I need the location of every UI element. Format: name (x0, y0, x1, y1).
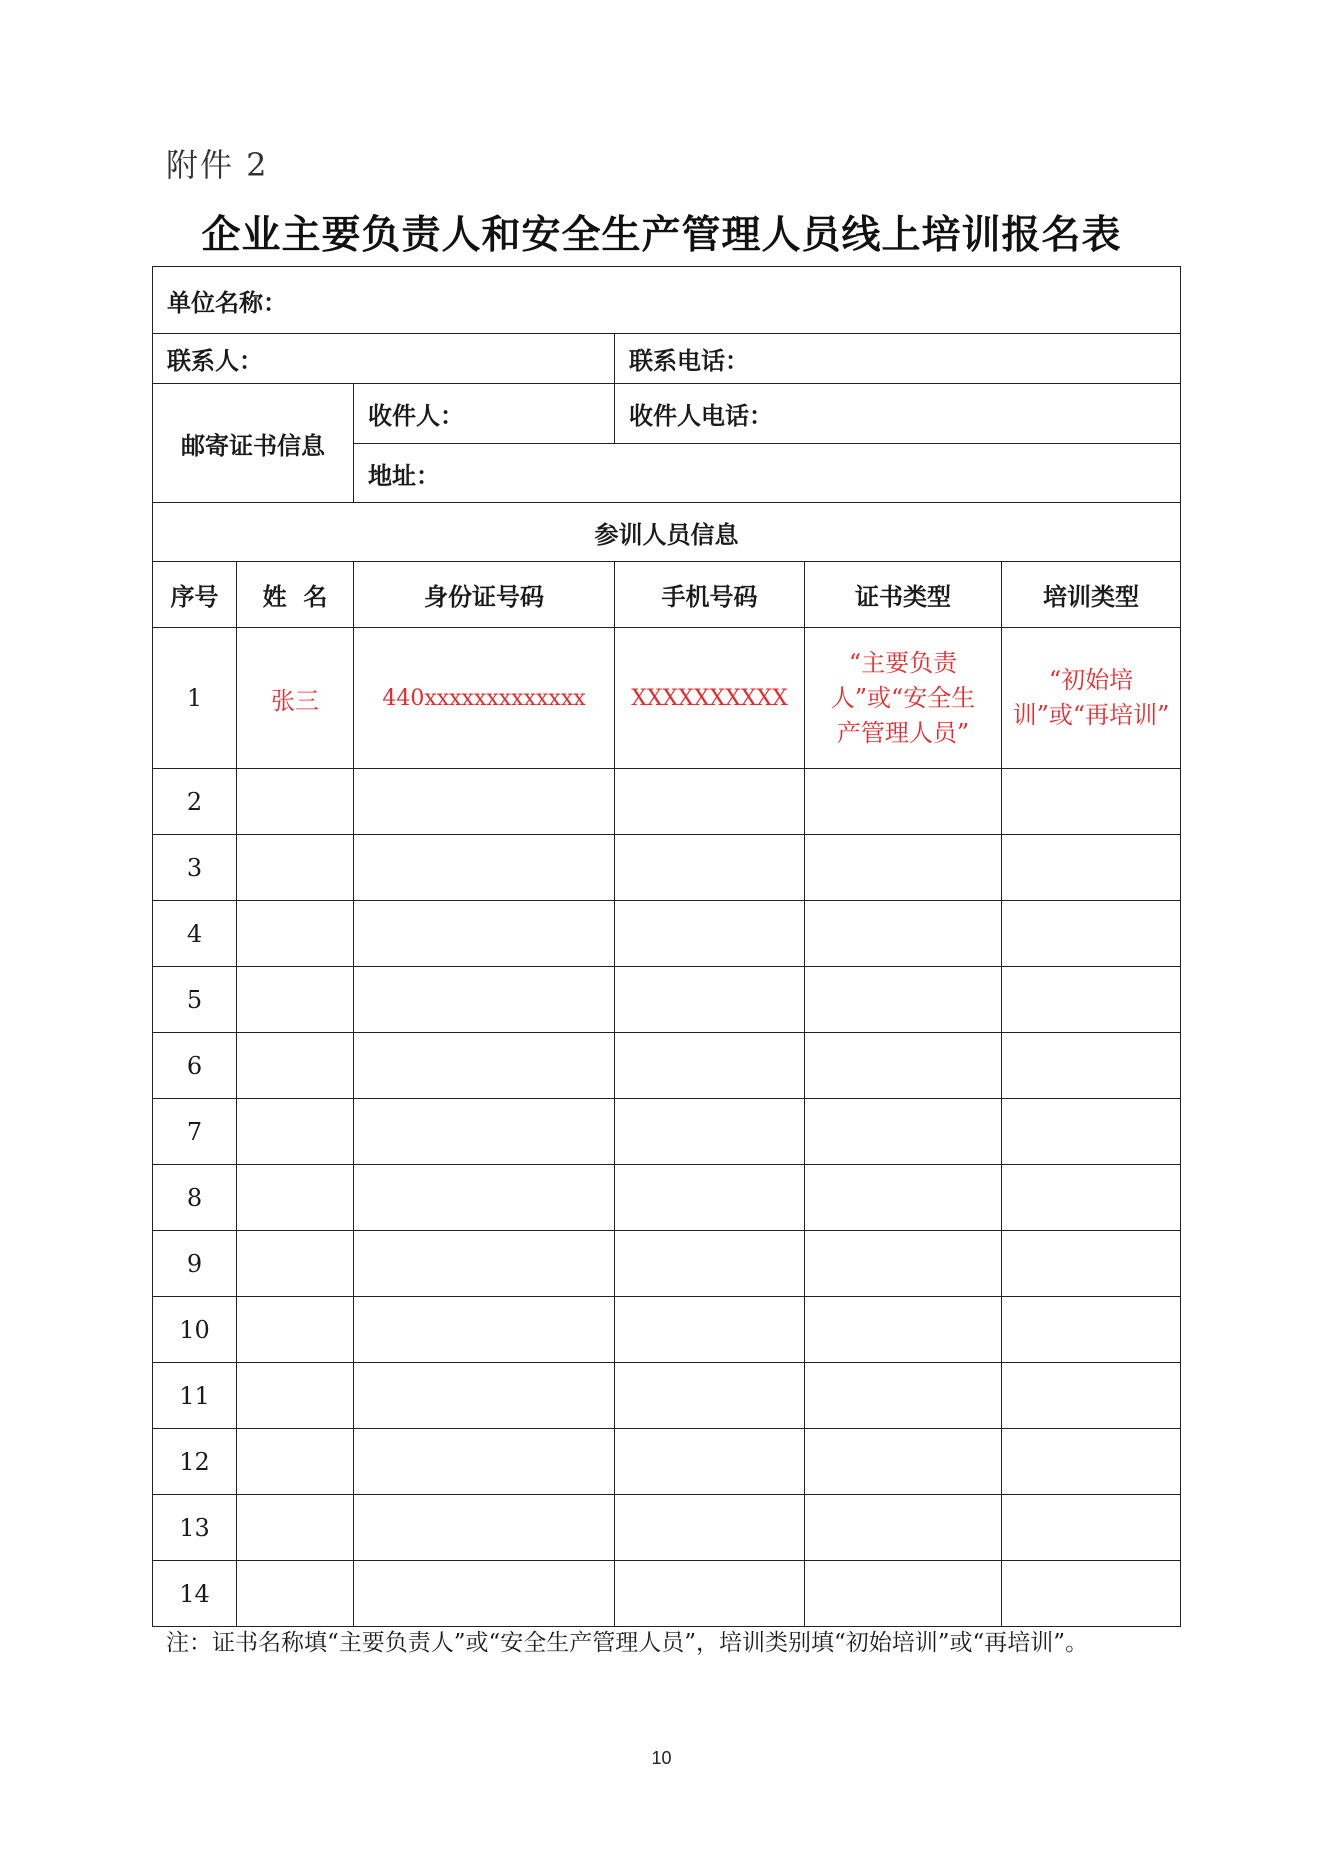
registration-form-table (152, 266, 1181, 1627)
training-cell[interactable] (1002, 1297, 1181, 1363)
id-cell[interactable] (354, 1297, 615, 1363)
cert-cell[interactable] (805, 1297, 1002, 1363)
phone-cell[interactable] (615, 1297, 805, 1363)
column-header-row (153, 562, 1181, 628)
training-cell[interactable] (1002, 1033, 1181, 1099)
cert-cell[interactable] (805, 901, 1002, 967)
table-row (153, 769, 1181, 835)
id-cell[interactable] (354, 1033, 615, 1099)
footnote: 注：证书名称填“主要负责人”或“安全生产管理人员”，培训类别填“初始培训”或“再培训”。 (166, 1630, 1089, 1656)
name-cell[interactable] (237, 835, 354, 901)
phone-cell[interactable] (615, 901, 805, 967)
table-row (153, 1297, 1181, 1363)
col-training-header: 培训类型 (1002, 562, 1181, 628)
name-cell[interactable] (237, 1297, 354, 1363)
id-cell[interactable] (354, 1231, 615, 1297)
phone-cell[interactable] (615, 1099, 805, 1165)
id-cell[interactable] (354, 835, 615, 901)
example-cert-type[interactable]: “主要负责人”或“安全生产管理人员” (805, 628, 1002, 769)
name-cell[interactable] (237, 1429, 354, 1495)
participants-label: 参训人员信息 (153, 503, 1181, 562)
id-cell[interactable] (354, 1363, 615, 1429)
phone-cell[interactable] (615, 1561, 805, 1627)
cert-cell[interactable] (805, 1495, 1002, 1561)
contact-field[interactable]: 联系人： (153, 334, 615, 384)
phone-cell[interactable] (615, 967, 805, 1033)
phone-cell[interactable] (615, 1363, 805, 1429)
table-row (153, 1429, 1181, 1495)
name-cell[interactable] (237, 1231, 354, 1297)
col-index-header: 序号 (153, 562, 237, 628)
training-cell[interactable] (1002, 835, 1181, 901)
mail-info-label: 邮寄证书信息 (153, 384, 354, 503)
example-training-type[interactable]: “初始培训”或“再培训” (1002, 628, 1181, 769)
unit-name-field[interactable]: 单位名称： (153, 267, 1181, 334)
row-index: 11 (153, 1363, 237, 1429)
training-cell[interactable] (1002, 1495, 1181, 1561)
training-cell[interactable] (1002, 1165, 1181, 1231)
contact-row (153, 334, 1181, 384)
cert-cell[interactable] (805, 1165, 1002, 1231)
attachment-label: 附件 2 (166, 146, 269, 184)
recipient-row (153, 384, 1181, 444)
training-cell[interactable] (1002, 1363, 1181, 1429)
name-cell[interactable] (237, 1495, 354, 1561)
page-title: 企业主要负责人和安全生产管理人员线上培训报名表 (201, 213, 1122, 258)
col-phone-header: 手机号码 (615, 562, 805, 628)
phone-cell[interactable] (615, 1165, 805, 1231)
unit-name-row (153, 267, 1181, 334)
id-cell[interactable] (354, 1165, 615, 1231)
table-row (153, 1099, 1181, 1165)
training-cell[interactable] (1002, 1429, 1181, 1495)
example-index: 1 (153, 628, 237, 769)
col-id-header: 身份证号码 (354, 562, 615, 628)
row-index: 3 (153, 835, 237, 901)
name-cell[interactable] (237, 901, 354, 967)
table-row (153, 835, 1181, 901)
training-cell[interactable] (1002, 901, 1181, 967)
name-cell[interactable] (237, 1561, 354, 1627)
row-index: 14 (153, 1561, 237, 1627)
phone-cell[interactable] (615, 1429, 805, 1495)
row-index: 4 (153, 901, 237, 967)
col-name-header: 姓 名 (237, 562, 354, 628)
row-index: 8 (153, 1165, 237, 1231)
id-cell[interactable] (354, 1099, 615, 1165)
row-index: 10 (153, 1297, 237, 1363)
table-row (153, 1033, 1181, 1099)
cert-cell[interactable] (805, 1099, 1002, 1165)
name-cell[interactable] (237, 967, 354, 1033)
cert-cell[interactable] (805, 1363, 1002, 1429)
col-cert-header: 证书类型 (805, 562, 1002, 628)
training-cell[interactable] (1002, 1099, 1181, 1165)
name-cell[interactable] (237, 1099, 354, 1165)
name-cell[interactable] (237, 1363, 354, 1429)
id-cell[interactable] (354, 769, 615, 835)
phone-cell[interactable] (615, 835, 805, 901)
id-cell[interactable] (354, 1561, 615, 1627)
cert-cell[interactable] (805, 769, 1002, 835)
contact-phone-field[interactable]: 联系电话： (615, 334, 1181, 384)
row-index: 2 (153, 769, 237, 835)
example-id-number[interactable]: 440xxxxxxxxxxxxx (354, 628, 615, 769)
row-index: 5 (153, 967, 237, 1033)
row-index: 12 (153, 1429, 237, 1495)
recipient-phone-field[interactable]: 收件人电话： (615, 384, 1181, 444)
table-row (153, 1561, 1181, 1627)
id-cell[interactable] (354, 967, 615, 1033)
phone-cell[interactable] (615, 769, 805, 835)
cert-cell[interactable] (805, 1561, 1002, 1627)
name-cell[interactable] (237, 1165, 354, 1231)
row-index: 6 (153, 1033, 237, 1099)
training-cell[interactable] (1002, 1561, 1181, 1627)
id-cell[interactable] (354, 901, 615, 967)
training-cell[interactable] (1002, 769, 1181, 835)
table-row (153, 1165, 1181, 1231)
name-cell[interactable] (237, 769, 354, 835)
id-cell[interactable] (354, 1495, 615, 1561)
table-row (153, 967, 1181, 1033)
cert-cell[interactable] (805, 967, 1002, 1033)
training-cell[interactable] (1002, 1231, 1181, 1297)
training-cell[interactable] (1002, 967, 1181, 1033)
cert-cell[interactable] (805, 1429, 1002, 1495)
phone-cell[interactable] (615, 1231, 805, 1297)
row-index: 9 (153, 1231, 237, 1297)
phone-cell[interactable] (615, 1495, 805, 1561)
participants-header-row (153, 503, 1181, 562)
row-index: 13 (153, 1495, 237, 1561)
table-row (153, 901, 1181, 967)
address-field[interactable]: 地址： (354, 444, 1181, 503)
table-row (153, 1495, 1181, 1561)
example-name[interactable]: 张三 (237, 628, 354, 769)
cert-cell[interactable] (805, 1231, 1002, 1297)
cert-cell[interactable] (805, 1033, 1002, 1099)
id-cell[interactable] (354, 1429, 615, 1495)
table-row (153, 1363, 1181, 1429)
name-cell[interactable] (237, 1033, 354, 1099)
example-phone[interactable]: XXXXXXXXXX (615, 628, 805, 769)
table-row (153, 1231, 1181, 1297)
page-number: 10 (651, 1748, 672, 1768)
row-index: 7 (153, 1099, 237, 1165)
example-row (153, 628, 1181, 769)
recipient-field[interactable]: 收件人： (354, 384, 615, 444)
phone-cell[interactable] (615, 1033, 805, 1099)
cert-cell[interactable] (805, 835, 1002, 901)
